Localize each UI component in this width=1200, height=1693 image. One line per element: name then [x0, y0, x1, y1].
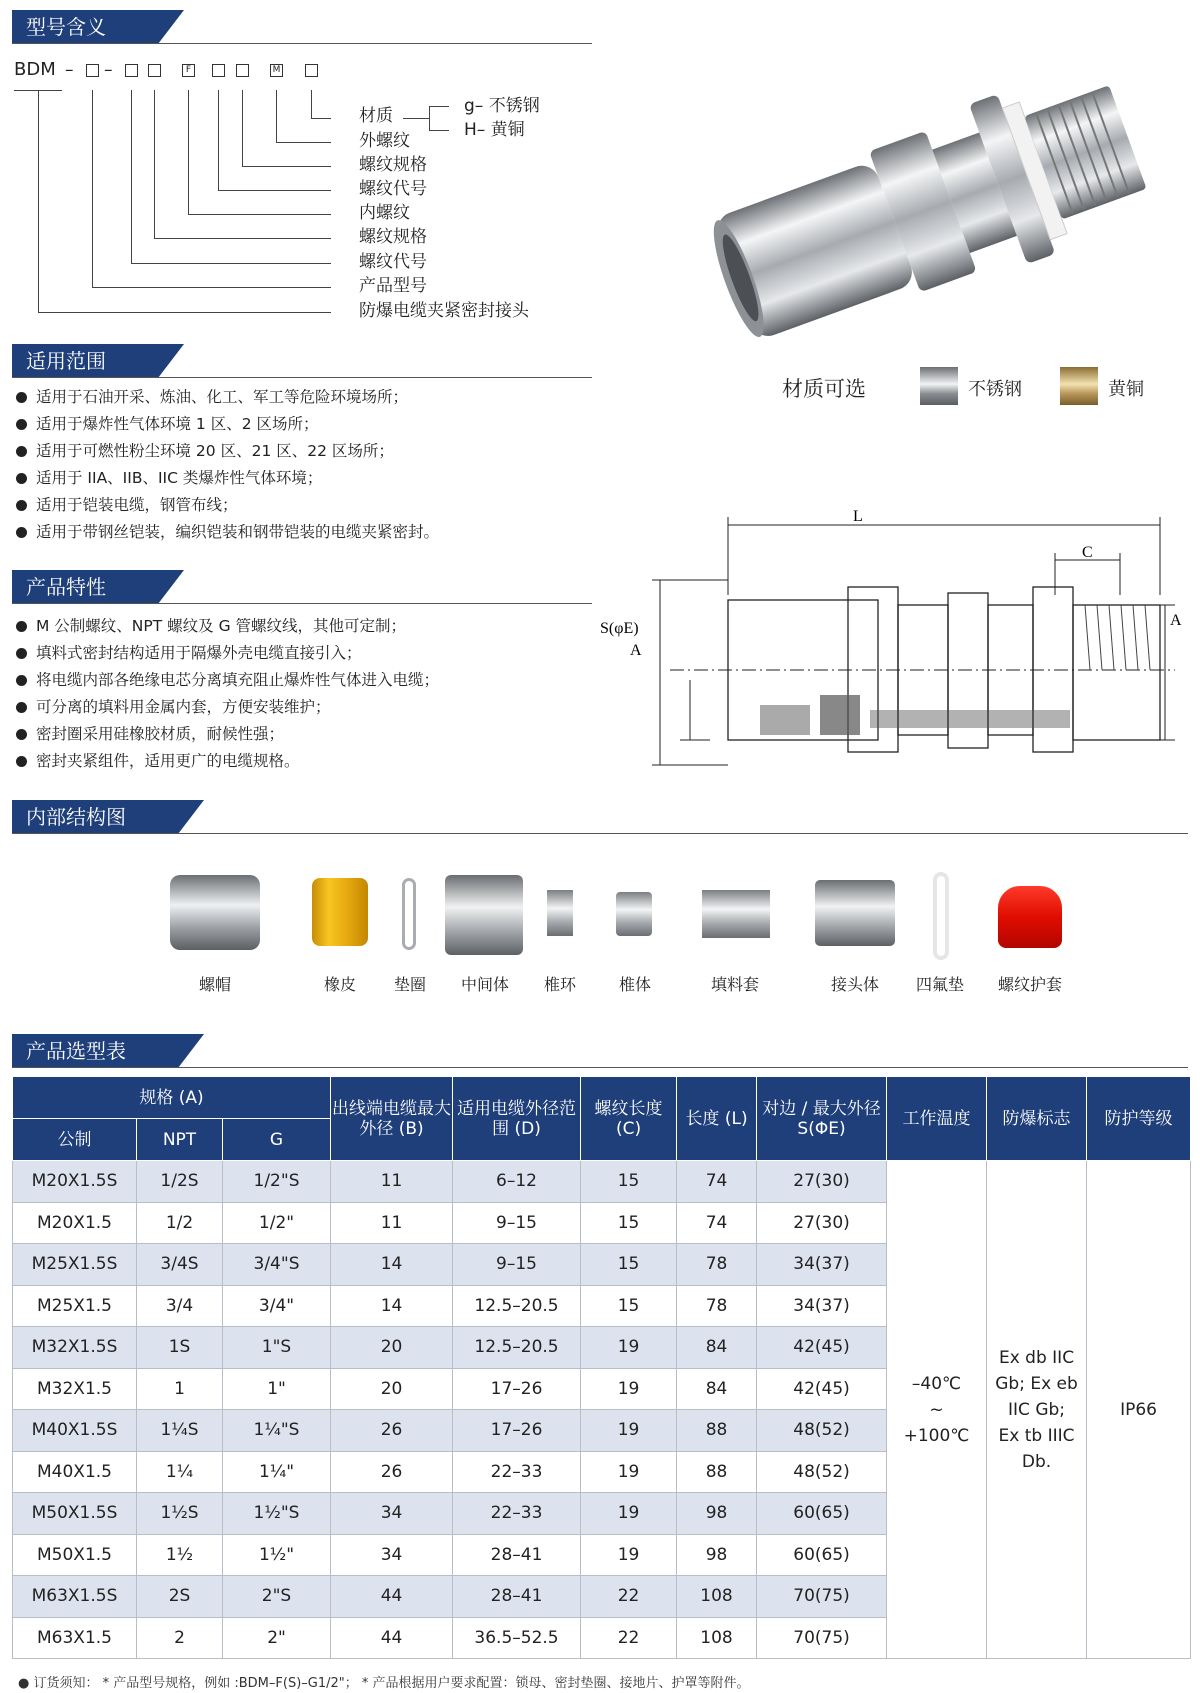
thread-cap-image [998, 886, 1062, 948]
table-cell: 74 [677, 1161, 757, 1203]
table-cell: 27(30) [757, 1161, 887, 1203]
table-cell: 22 [581, 1617, 677, 1659]
list-item: 适用于可燃性粉尘环境 20 区、21 区、22 区场所； [14, 438, 439, 465]
table-cell: 9–15 [453, 1202, 581, 1244]
table-cell: M40X1.5 [13, 1451, 137, 1493]
table-cell: 1S [137, 1327, 223, 1369]
table-cell: 2S [137, 1576, 223, 1618]
table-cell: M40X1.5S [13, 1410, 137, 1452]
part-label: 接头体 [830, 975, 879, 994]
connector-image [815, 880, 895, 946]
table-cell: 1/2"S [223, 1161, 331, 1203]
section-title: 内部结构图 [12, 800, 178, 834]
material-choice-title: 材质可选 [782, 377, 866, 401]
ex-mark-cell: Ex db IIC Gb; Ex eb IIC Gb; Ex tb IIIC Db. [987, 1161, 1087, 1659]
table-cell: 20 [331, 1368, 453, 1410]
part-label: 填料套 [710, 975, 759, 994]
table-cell: 88 [677, 1451, 757, 1493]
cone-image [616, 892, 652, 936]
table-cell: 70(75) [757, 1617, 887, 1659]
table-cell: 1"S [223, 1327, 331, 1369]
table-cell: 34(37) [757, 1244, 887, 1286]
table-cell: 78 [677, 1285, 757, 1327]
dim-A-left: A [630, 642, 642, 659]
part-label: 四氟垫 [915, 975, 964, 994]
part-label: 螺纹护套 [997, 975, 1062, 994]
table-cell: 1" [223, 1368, 331, 1410]
table-cell: 17–26 [453, 1368, 581, 1410]
table-cell: 2 [137, 1617, 223, 1659]
label-thread-code: 螺纹代号 [359, 179, 427, 199]
table-cell: 48(52) [757, 1451, 887, 1493]
table-cell: 12.5–20.5 [453, 1285, 581, 1327]
col-header-b: 出线端电缆最大外径 (B) [331, 1077, 453, 1161]
table-cell: 1/2S [137, 1161, 223, 1203]
label-thread-code-2: 螺纹代号 [359, 252, 427, 272]
table-cell: 15 [581, 1161, 677, 1203]
footnote: ● 订货须知： * 产品型号规格，例如 :BDM–F(S)–G1/2"； * 产品根据用户要求配置：锁母、密封垫圈、接地片、护罩等附件。 [18, 1676, 750, 1691]
table-cell: 36.5–52.5 [453, 1617, 581, 1659]
table-cell: 1½ [137, 1534, 223, 1576]
table-cell: 19 [581, 1410, 677, 1452]
part-label: 橡皮 [323, 975, 356, 994]
stainless-swatch [920, 367, 958, 405]
table-cell: 48(52) [757, 1410, 887, 1452]
dim-C: C [1082, 544, 1093, 561]
table-cell: 26 [331, 1451, 453, 1493]
table-cell: 19 [581, 1368, 677, 1410]
table-cell: 3/4" [223, 1285, 331, 1327]
box [86, 64, 99, 77]
model-code-diagram [14, 60, 574, 330]
table-cell: 98 [677, 1534, 757, 1576]
product-photo [710, 60, 1170, 340]
col-header-d: 适用电缆外径范围 (D) [453, 1077, 581, 1161]
part-label: 椎体 [618, 975, 651, 994]
table-cell: 84 [677, 1327, 757, 1369]
table-cell: 108 [677, 1617, 757, 1659]
box [305, 64, 318, 77]
table-cell: 22–33 [453, 1493, 581, 1535]
table-cell: 42(45) [757, 1368, 887, 1410]
part-label: 螺帽 [198, 975, 231, 994]
table-cell: 42(45) [757, 1327, 887, 1369]
table-cell: 22–33 [453, 1451, 581, 1493]
rubber-image [312, 878, 368, 946]
table-cell: 28–41 [453, 1576, 581, 1618]
table-cell: 19 [581, 1534, 677, 1576]
sub-header-npt: NPT [137, 1119, 223, 1161]
table-cell: M50X1.5 [13, 1534, 137, 1576]
table-cell: 34 [331, 1534, 453, 1576]
part-rubber [300, 870, 380, 1000]
cone-ring-image [547, 890, 573, 936]
scope-list [14, 384, 439, 546]
table-cell: 14 [331, 1244, 453, 1286]
filler-sleeve-image [702, 890, 770, 938]
box [125, 64, 138, 77]
table-cell: 12.5–20.5 [453, 1327, 581, 1369]
material-choice [782, 367, 1182, 407]
table-body [13, 1161, 1191, 1659]
material-option-brass: H– 黄铜 [464, 120, 525, 140]
table-cell: 20 [331, 1327, 453, 1369]
table-cell: 74 [677, 1202, 757, 1244]
table-cell: 26 [331, 1410, 453, 1452]
list-item: 密封圈采用硅橡胶材质，耐候性强； [14, 721, 439, 748]
table-cell: 1¼"S [223, 1410, 331, 1452]
table-cell: 34(37) [757, 1285, 887, 1327]
table-cell: 98 [677, 1493, 757, 1535]
list-item: 适用于带钢丝铠装，编织铠装和钢带铠装的电缆夹紧密封。 [14, 519, 439, 546]
table-cell: 9–15 [453, 1244, 581, 1286]
table-cell: 1¼S [137, 1410, 223, 1452]
label-product-name: 防爆电缆夹紧密封接头 [359, 301, 529, 321]
table-cell: 2"S [223, 1576, 331, 1618]
ip-rating-cell: IP66 [1087, 1161, 1191, 1659]
part-ptfe-gasket [905, 870, 975, 1000]
working-temperature-cell: –40℃ ~ +100℃ [887, 1161, 987, 1659]
box [236, 64, 249, 77]
table-cell: 1/2" [223, 1202, 331, 1244]
table-cell: 1 [137, 1368, 223, 1410]
part-filler-sleeve [690, 870, 780, 1000]
table-cell: M20X1.5 [13, 1202, 137, 1244]
label-material: 材质 [359, 106, 393, 126]
table-cell: 1¼" [223, 1451, 331, 1493]
model-prefix: BDM [14, 59, 56, 80]
list-item: 适用于铠装电缆，钢管布线； [14, 492, 439, 519]
box-m: M [270, 64, 283, 77]
brass-label: 黄铜 [1108, 379, 1144, 400]
part-middle [435, 870, 535, 1000]
table-cell: M25X1.5 [13, 1285, 137, 1327]
table-cell: 1¼ [137, 1451, 223, 1493]
part-cone [600, 870, 670, 1000]
table-cell: 1½" [223, 1534, 331, 1576]
label-product-model: 产品型号 [359, 276, 427, 296]
table-cell: 11 [331, 1161, 453, 1203]
col-header-c: 螺纹长度 (C) [581, 1077, 677, 1161]
material-option-stainless: g– 不锈钢 [464, 96, 540, 116]
washer-image [402, 878, 416, 950]
col-header-ex: 防爆标志 [987, 1077, 1087, 1161]
list-item: 适用于 IIA、IIB、IIC 类爆炸性气体环境； [14, 465, 439, 492]
part-thread-cap [985, 870, 1075, 1000]
nut-image [170, 875, 260, 950]
dim-S: S(φE) [600, 620, 639, 637]
label-thread-spec: 螺纹规格 [359, 155, 427, 175]
table-cell: 3/4S [137, 1244, 223, 1286]
table-cell: 84 [677, 1368, 757, 1410]
table-cell: 19 [581, 1451, 677, 1493]
table-cell: 1/2 [137, 1202, 223, 1244]
table-cell: 11 [331, 1202, 453, 1244]
part-label: 垫圈 [393, 975, 426, 994]
stainless-label: 不锈钢 [968, 379, 1022, 400]
table-cell: 6–12 [453, 1161, 581, 1203]
table-cell: 27(30) [757, 1202, 887, 1244]
col-header-temp: 工作温度 [887, 1077, 987, 1161]
section-title: 产品选型表 [12, 1034, 178, 1068]
section-title: 适用范围 [12, 344, 158, 378]
table-cell: 1½S [137, 1493, 223, 1535]
table-cell: 19 [581, 1493, 677, 1535]
table-cell: 19 [581, 1327, 677, 1369]
table-cell: 70(75) [757, 1576, 887, 1618]
selection-table [12, 1076, 1191, 1659]
col-header-ip: 防护等级 [1087, 1077, 1191, 1161]
table-cell: 28–41 [453, 1534, 581, 1576]
table-cell: M63X1.5 [13, 1617, 137, 1659]
table-cell: 14 [331, 1285, 453, 1327]
table-cell: M63X1.5S [13, 1576, 137, 1618]
table-cell: 88 [677, 1410, 757, 1452]
table-cell: M25X1.5S [13, 1244, 137, 1286]
part-connector [805, 870, 905, 1000]
table-cell: M32X1.5S [13, 1327, 137, 1369]
table-cell: 17–26 [453, 1410, 581, 1452]
table-cell: 3/4 [137, 1285, 223, 1327]
brass-swatch [1060, 367, 1098, 405]
table-cell: 15 [581, 1244, 677, 1286]
table-row [13, 1161, 1191, 1203]
list-item: 适用于爆炸性气体环境 1 区、2 区场所； [14, 411, 439, 438]
part-nut [165, 870, 265, 1000]
section-title: 型号含义 [12, 10, 158, 44]
table-cell: 15 [581, 1202, 677, 1244]
table-cell: 3/4"S [223, 1244, 331, 1286]
technical-drawing [600, 505, 1190, 775]
ptfe-gasket-image [933, 872, 949, 960]
table-cell: 44 [331, 1576, 453, 1618]
table-cell: 44 [331, 1617, 453, 1659]
label-thread-spec-2: 螺纹规格 [359, 227, 427, 247]
table-cell: M20X1.5S [13, 1161, 137, 1203]
table-cell: 60(65) [757, 1534, 887, 1576]
table-cell: 2" [223, 1617, 331, 1659]
dash: – [65, 60, 74, 80]
part-cone-ring [525, 870, 595, 1000]
dash: – [104, 60, 113, 80]
box [212, 64, 225, 77]
list-item: 密封夹紧组件，适用更广的电缆规格。 [14, 748, 439, 775]
table-cell: M32X1.5 [13, 1368, 137, 1410]
table-cell: 60(65) [757, 1493, 887, 1535]
dim-L: L [853, 508, 863, 525]
label-inner-thread: 内螺纹 [359, 203, 410, 223]
dim-A-right: A [1170, 612, 1182, 629]
list-item: 可分离的填料用金属内套，方便安装维护； [14, 694, 439, 721]
sub-header-metric: 公制 [13, 1119, 137, 1161]
features-list [14, 613, 439, 775]
col-header-s: 对边 / 最大外径 S(ΦE) [757, 1077, 887, 1161]
part-label: 椎环 [543, 975, 576, 994]
list-item: 适用于石油开采、炼油、化工、军工等危险环境场所； [14, 384, 439, 411]
table-cell: 15 [581, 1285, 677, 1327]
label-outer-thread: 外螺纹 [359, 131, 410, 151]
table-cell: 108 [677, 1576, 757, 1618]
table-cell: 1½"S [223, 1493, 331, 1535]
list-item: 填料式密封结构适用于隔爆外壳电缆直接引入； [14, 640, 439, 667]
spec-header: 规格 (A) [13, 1077, 331, 1119]
section-title: 产品特性 [12, 570, 158, 604]
list-item: M 公制螺纹、NPT 螺纹及 G 管螺纹线，其他可定制； [14, 613, 439, 640]
col-header-l: 长度 (L) [677, 1077, 757, 1161]
table-cell: 22 [581, 1576, 677, 1618]
part-label: 中间体 [460, 975, 509, 994]
table-cell: M50X1.5S [13, 1493, 137, 1535]
middle-image [445, 875, 523, 955]
list-item: 将电缆内部各绝缘电芯分离填充阻止爆炸性气体进入电缆； [14, 667, 439, 694]
table-cell: 34 [331, 1493, 453, 1535]
box [148, 64, 161, 77]
box-f: F [182, 64, 195, 77]
sub-header-g: G [223, 1119, 331, 1161]
parts-row [0, 870, 1200, 1000]
table-cell: 78 [677, 1244, 757, 1286]
